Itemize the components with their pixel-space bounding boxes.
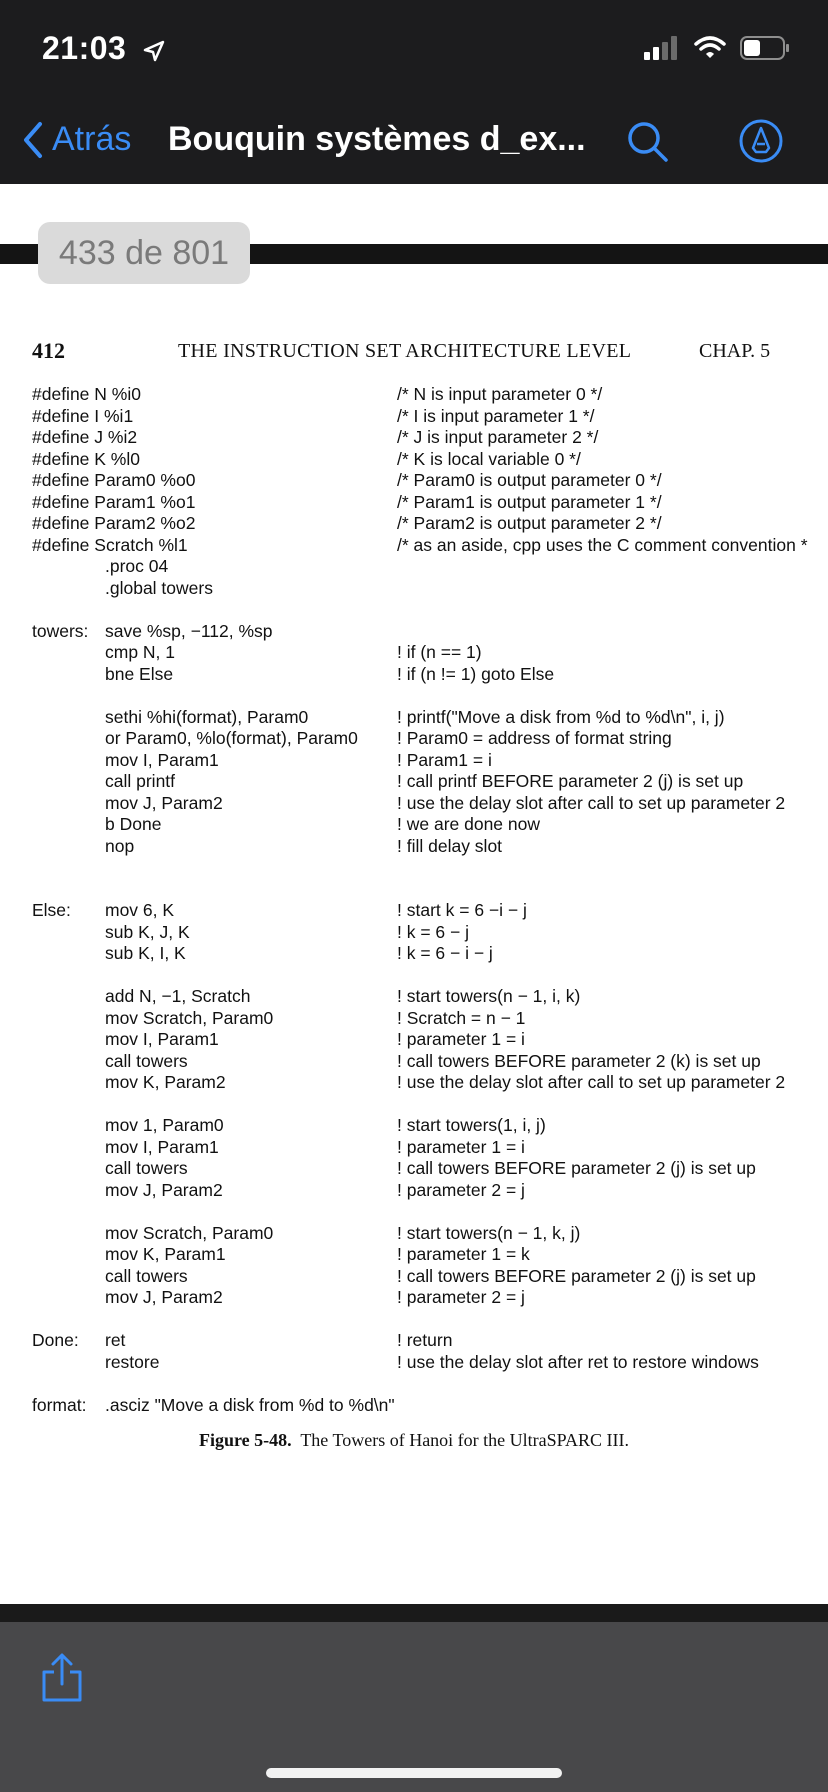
code-row: [0, 1051, 828, 1073]
code-comment: ! we are done now: [397, 814, 541, 834]
code-row: [0, 986, 828, 1008]
code-row: [0, 1352, 828, 1374]
block-gap: [0, 1094, 828, 1116]
block-gap: [0, 685, 828, 707]
code-comment: ! parameter 2 = j: [397, 1287, 525, 1307]
code-comment: ! use the delay slot after call to set up parameter 2: [397, 792, 786, 813]
code-instruction: nop: [105, 835, 135, 856]
code-instruction: call towers: [105, 1050, 188, 1071]
define-row: [0, 470, 828, 492]
code-instruction: sub K, I, K: [105, 943, 186, 963]
code-comment: ! start k = 6 −i − j: [397, 900, 527, 920]
code-instruction: or Param0, %lo(format), Param0: [105, 728, 358, 748]
directive: .proc 04: [105, 556, 169, 576]
define-comment: /* N is input parameter 0 */: [397, 384, 603, 404]
define-row: [0, 535, 828, 557]
search-icon: [626, 120, 670, 164]
back-button[interactable]: [22, 120, 131, 159]
markup-pen-icon: [738, 118, 784, 164]
toolbar-divider: [0, 1604, 828, 1622]
share-icon: [40, 1652, 84, 1704]
code-comment: ! if (n == 1): [397, 642, 482, 662]
bottom-toolbar: [0, 1604, 828, 1792]
code-comment: ! start towers(1, i, j): [397, 1115, 546, 1135]
code-row: [0, 621, 828, 643]
define-comment: /* J is input parameter 2 */: [397, 427, 599, 447]
chapter-label: CHAP. 5: [699, 340, 771, 362]
code-instruction: call printf: [105, 771, 176, 791]
code-row: [0, 1180, 828, 1202]
code-instruction: mov Scratch, Param0: [105, 1007, 274, 1028]
code-comment: ! parameter 1 = i: [397, 1136, 525, 1157]
code-row: [0, 1072, 828, 1094]
code-instruction: mov 6, K: [105, 900, 175, 920]
code-instruction: sub K, J, K: [105, 921, 190, 942]
define-comment: /* Param1 is output parameter 1 */: [397, 491, 662, 512]
code-row: [0, 943, 828, 965]
code-comment: ! if (n != 1) goto Else: [397, 663, 555, 684]
document-page: [0, 300, 828, 1600]
code-instruction: mov I, Param1: [105, 749, 219, 770]
page-number: 412: [32, 338, 65, 363]
code-row: [0, 1266, 828, 1288]
code-comment: ! call towers BEFORE parameter 2 (j) is set up: [397, 1158, 756, 1178]
wifi-icon: [694, 36, 726, 60]
code-row: [0, 1137, 828, 1159]
define-code: #define Param1 %o1: [32, 491, 196, 512]
code-instruction: cmp N, 1: [105, 642, 176, 662]
code-comment: ! return: [397, 1330, 453, 1350]
code-instruction: mov I, Param1: [105, 1029, 219, 1049]
block-gap: [0, 879, 828, 901]
define-code: #define I %i1: [32, 405, 134, 426]
code-instruction: mov J, Param2: [105, 1179, 223, 1200]
code-row: [0, 642, 828, 664]
code-comment: ! call printf BEFORE parameter 2 (j) is set up: [397, 771, 744, 791]
code-comment: ! Param0 = address of format string: [397, 728, 672, 748]
share-button[interactable]: [40, 1652, 84, 1709]
figure-label: Figure 5-48.: [198, 1430, 292, 1450]
code-comment: ! Param1 = i: [397, 749, 492, 770]
directive-row: [0, 578, 828, 600]
code-label: towers:: [32, 620, 89, 641]
back-label: Atrás: [52, 120, 132, 158]
code-instruction: mov Scratch, Param0: [105, 1222, 274, 1243]
code-row: [0, 1330, 828, 1352]
define-comment: /* as an aside, cpp uses the C comment convention *: [397, 534, 808, 555]
code-instruction: call towers: [105, 1265, 188, 1286]
code-row: [0, 1115, 828, 1137]
define-code: #define K %l0: [32, 448, 140, 469]
code-row: [0, 771, 828, 793]
code-row: [0, 1395, 828, 1417]
code-row: [0, 922, 828, 944]
home-indicator[interactable]: [266, 1768, 562, 1778]
search-button[interactable]: [626, 120, 670, 169]
status-icons: [644, 36, 790, 60]
code-comment: ! Scratch = n − 1: [397, 1007, 526, 1028]
code-comment: ! start towers(n − 1, k, j): [397, 1222, 581, 1243]
define-code: #define J %i2: [32, 427, 138, 447]
code-comment: ! call towers BEFORE parameter 2 (j) is set up: [397, 1265, 756, 1286]
location-arrow-icon: [142, 39, 166, 63]
code-row: [0, 707, 828, 729]
code-instruction: mov J, Param2: [105, 792, 223, 813]
code-row: [0, 1008, 828, 1030]
code-instruction: restore: [105, 1351, 160, 1372]
define-comment: /* Param2 is output parameter 2 */: [397, 513, 662, 533]
cellular-signal-icon: [644, 36, 680, 60]
define-row: [0, 492, 828, 514]
define-row: [0, 406, 828, 428]
define-code: #define N %i0: [32, 384, 141, 404]
page-indicator: 433 de 801: [38, 222, 250, 284]
code-row: [0, 900, 828, 922]
block-gap: [0, 1309, 828, 1331]
code-row: [0, 664, 828, 686]
define-code: #define Param2 %o2: [32, 513, 196, 533]
block-gap: [0, 857, 828, 879]
define-comment: /* K is local variable 0 */: [397, 448, 581, 469]
code-comment: ! k = 6 − j: [397, 921, 469, 942]
define-code: #define Scratch %l1: [32, 534, 188, 555]
code-label: Else:: [32, 900, 71, 920]
code-comment: ! use the delay slot after ret to restore windows: [397, 1351, 759, 1372]
chevron-left-icon: [22, 121, 44, 159]
define-row: [0, 449, 828, 471]
define-row: [0, 513, 828, 535]
directive-row: [0, 556, 828, 578]
code-listing: [0, 384, 828, 1416]
code-instruction: add N, −1, Scratch: [105, 986, 251, 1006]
figure-caption: [0, 1430, 828, 1451]
code-row: [0, 728, 828, 750]
block-gap: [0, 1373, 828, 1395]
status-time-text: 21:03: [42, 30, 127, 66]
code-instruction: b Done: [105, 814, 162, 834]
code-row: [0, 793, 828, 815]
status-bar: [0, 0, 828, 100]
code-row: [0, 1244, 828, 1266]
define-comment: /* Param0 is output parameter 0 */: [397, 470, 662, 490]
document-title: Bouquin systèmes d_ex...: [168, 120, 586, 158]
code-comment: ! start towers(n − 1, i, k): [397, 986, 581, 1006]
define-code: #define Param0 %o0: [32, 470, 196, 490]
status-time: [42, 30, 166, 67]
code-comment: ! parameter 1 = k: [397, 1244, 530, 1264]
code-comment: ! k = 6 − i − j: [397, 943, 493, 963]
define-comment: /* I is input parameter 1 */: [397, 405, 595, 426]
code-comment: ! parameter 1 = i: [397, 1029, 525, 1049]
code-comment: ! fill delay slot: [397, 835, 503, 856]
code-row: [0, 750, 828, 772]
code-instruction: ret: [105, 1330, 126, 1350]
code-instruction: mov K, Param2: [105, 1072, 226, 1092]
code-row: [0, 1029, 828, 1051]
define-row: [0, 384, 828, 406]
code-label: Done:: [32, 1330, 79, 1350]
navigation-bar: [0, 100, 828, 184]
code-comment: ! printf("Move a disk from %d to %d\n", i, j): [397, 706, 725, 727]
code-instruction: mov K, Param1: [105, 1244, 226, 1264]
code-instruction: mov J, Param2: [105, 1287, 223, 1307]
block-gap: [0, 599, 828, 621]
code-row: [0, 1158, 828, 1180]
code-row: [0, 1287, 828, 1309]
code-instruction: .asciz "Move a disk from %d to %d\n": [105, 1394, 395, 1415]
code-instruction: mov I, Param1: [105, 1136, 219, 1157]
directive: .global towers: [105, 577, 213, 598]
markup-button[interactable]: [738, 118, 784, 169]
block-gap: [0, 965, 828, 987]
code-comment: ! call towers BEFORE parameter 2 (k) is set up: [397, 1050, 761, 1071]
code-instruction: sethi %hi(format), Param0: [105, 706, 309, 727]
running-header-title: THE INSTRUCTION SET ARCHITECTURE LEVEL: [178, 340, 632, 362]
block-gap: [0, 1201, 828, 1223]
code-row: [0, 1223, 828, 1245]
code-instruction: save %sp, −112, %sp: [105, 620, 273, 641]
code-comment: ! use the delay slot after call to set up parameter 2: [397, 1072, 786, 1092]
define-row: [0, 427, 828, 449]
battery-icon: [740, 36, 790, 60]
code-instruction: call towers: [105, 1158, 188, 1178]
code-instruction: mov 1, Param0: [105, 1115, 224, 1135]
figure-caption-text: The Towers of Hanoi for the UltraSPARC III.: [300, 1430, 630, 1450]
code-row: [0, 814, 828, 836]
code-comment: ! parameter 2 = j: [397, 1179, 525, 1200]
code-row: [0, 836, 828, 858]
code-instruction: bne Else: [105, 663, 174, 684]
code-label: format:: [32, 1394, 87, 1415]
